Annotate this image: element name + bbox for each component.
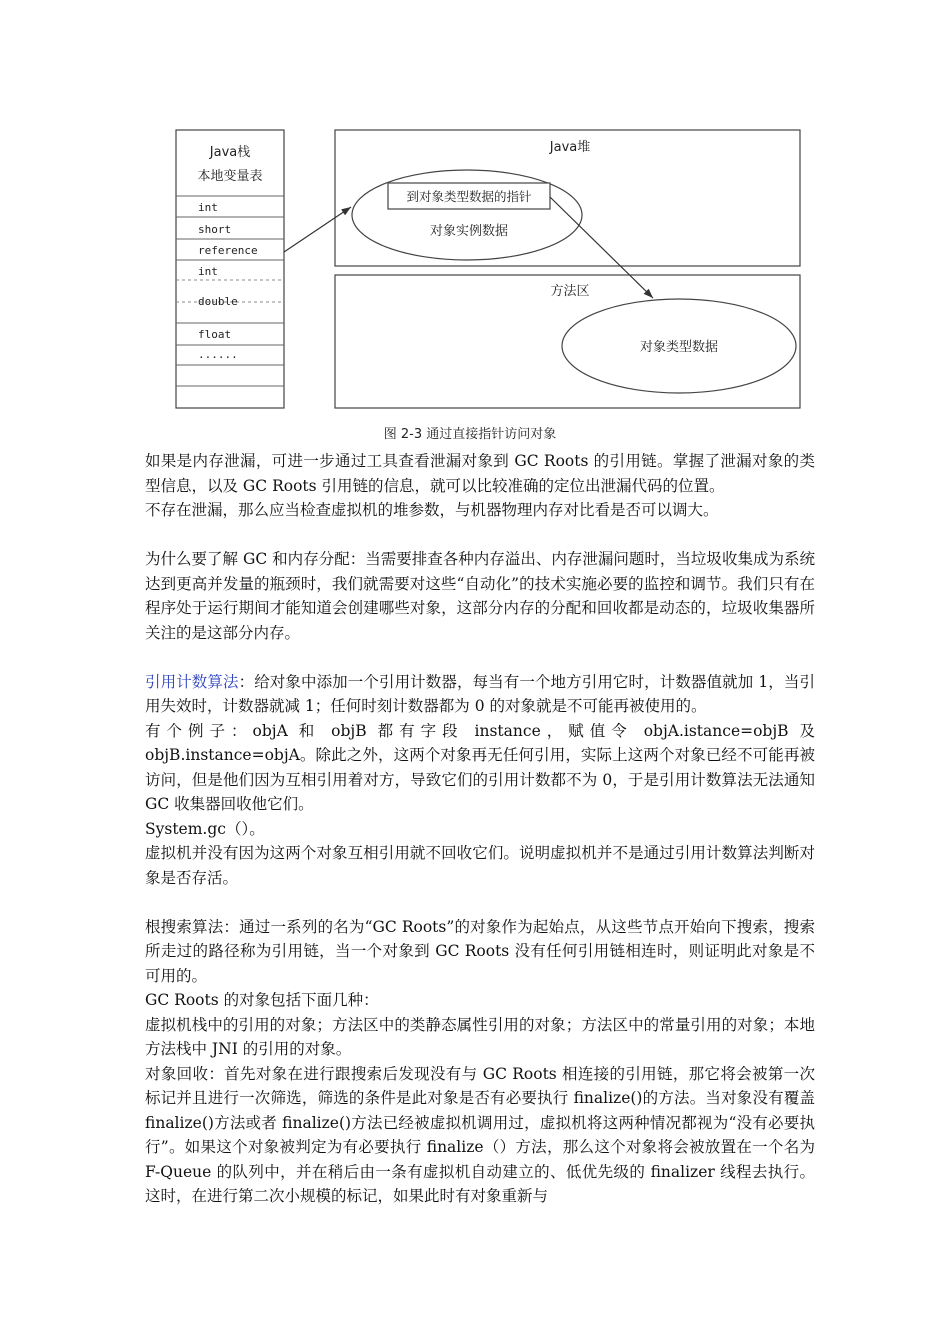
- stack-slot-ellipsis: ......: [198, 348, 238, 361]
- type-pointer-arrow: [550, 197, 653, 298]
- pointer-label: 到对象类型数据的指针: [406, 189, 532, 204]
- reference-arrow: [284, 207, 351, 252]
- paragraph-root-search: 根搜索算法：通过一系列的名为“GC Roots”的对象作为起始点，从这些节点开始向下搜索，搜索所走过的路径称为引用链，当一个对象到 GC Roots 没有任何引用链相连时，则证明此对象是不可用的。: [145, 917, 815, 985]
- body-text: [145, 449, 815, 1209]
- paragraph-gc-roots-intro: GC Roots 的对象包括下面几种：: [145, 991, 379, 1009]
- stack-slot-float: float: [198, 328, 232, 341]
- method-area: [335, 275, 800, 408]
- paragraph-leak-analysis: 如果是内存泄漏，可进一步通过工具查看泄漏对象到 GC Roots 的引用链。掌握了泄漏对象的类型信息，以及 GC Roots 引用链的信息，就可以比较准确的定位出泄漏代码的位置。: [145, 452, 815, 495]
- paragraph-example: 有个例子：objA 和 objB 都有字段 instance，赋值令 objA.istance=objB 及 objB.instance=objA。除此之外，这两个对象再无任何引用，实际上这两个对象已经不可能再被访问，但是他们因为互相引用着对方，导致它们的引用计数都不为 0，于是引用计数算法无法通知 GC 收集器回收他它们。: [145, 721, 815, 813]
- stack-slot-int-2: int: [198, 265, 218, 278]
- figure-caption: 图 2-3 通过直接指针访问对象: [383, 427, 557, 442]
- stack-title: Java栈: [209, 145, 251, 160]
- paragraph-no-leak: 不存在泄漏，那么应当检查虚拟机的堆参数，与机器物理内存对比看是否可以调大。: [145, 501, 719, 519]
- paragraph-gc-roots-list: 虚拟机栈中的引用的对象；方法区中的类静态属性引用的对象；方法区中的常量引用的对象；本地方法栈中 JNI 的引用的对象。: [145, 1015, 815, 1058]
- paragraph-vm-conclusion: 虚拟机并没有因为这两个对象互相引用就不回收它们。说明虚拟机并不是通过引用计数算法判断对象是否存活。: [145, 844, 815, 887]
- type-label: 对象类型数据: [639, 340, 719, 355]
- paragraph-system-gc: System.gc（）。: [145, 819, 265, 838]
- stack-slot-double: double: [198, 295, 238, 308]
- ref-counting-term: 引用计数算法: [145, 672, 239, 691]
- stack-slot-short: short: [198, 223, 232, 236]
- heap-title: Java堆: [549, 140, 591, 155]
- java-heap: [335, 130, 800, 266]
- stack-slot-int: int: [198, 201, 218, 214]
- paragraph-ref-counting: [145, 670, 815, 719]
- stack-subtitle: 本地变量表: [197, 169, 263, 184]
- instance-label: 对象实例数据: [429, 224, 509, 239]
- paragraph-object-reclaim: 对象回收：首先对象在进行跟搜索后发现没有与 GC Roots 相连接的引用链，那它将会被第一次标记并且进行一次筛选，筛选的条件是此对象是否有必要执行 finalize()的方法。当对象没有覆盖 finalize()方法或者 finalize()方法已经被虚拟机调用过，虚拟机将这两种情况都视为“没有必要执行”。如果这个对象被判定为有必要执行 finalize（）方法，那么这个对象将会被放置在一个名为 F-Queue 的队列中，并在稍后由一条有虚拟机自动建立的、低优先级的 finalizer 线程去执行。这时，在进行第二次小规模的标记，如果此时有对象重新与: [145, 1064, 815, 1205]
- paragraph-why-gc: 为什么要了解 GC 和内存分配：当需要排查各种内存溢出、内存泄漏问题时，当垃圾收集成为系统达到更高并发量的瓶颈时，我们就需要对这些“自动化”的技术实施必要的监控和调节。我们只有在程序处于运行期间才能知道会创建哪些对象，这部分内存的分配和回收都是动态的，垃圾收集器所关注的是这部分内存。: [145, 550, 815, 642]
- java-stack: [176, 130, 284, 408]
- ref-counting-text: ：给对象中添加一个引用计数器，每当有一个地方引用它时，计数器值就加 1，当引用失效时，计数器就减 1；任何时刻计数器都为 0 的对象就是不可能再被使用的。: [145, 672, 815, 715]
- method-area-title: 方法区: [550, 284, 590, 299]
- stack-slot-reference: reference: [198, 244, 258, 257]
- direct-pointer-figure: [170, 120, 810, 450]
